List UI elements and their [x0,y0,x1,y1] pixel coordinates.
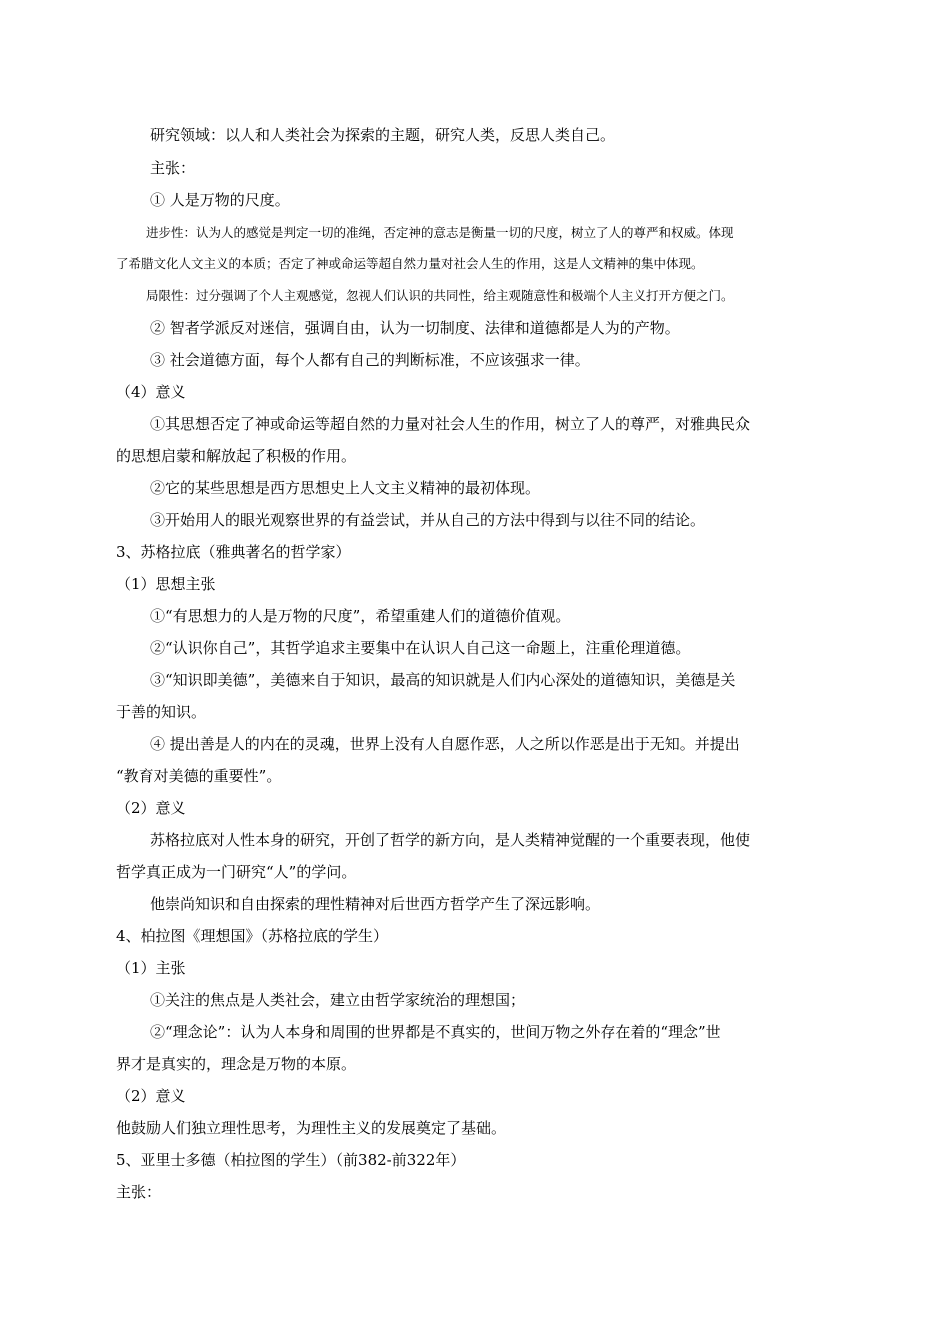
socrates-claim-3-line-2: 于善的知识。 [116,703,207,721]
socrates-claim-4-line-1: ④ 提出善是人的内在的灵魂，世界上没有人自愿作恶，人之所以作恶是出于无知。并提出 [150,735,740,753]
socrates-claim-4-line-2: “教育对美德的重要性”。 [116,767,282,785]
claim-3: ③ 社会道德方面，每个人都有自己的判断标准，不应该强求一律。 [150,351,590,369]
claims-heading: 主张： [150,159,196,177]
limitation-line: 局限性：过分强调了个人主观感觉，忽视人们认识的共同性，给主观随意性和极端个人主义打开方便之门。 [146,288,734,303]
progressiveness-line-2: 了希腊文化人文主义的本质；否定了神或命运等超自然力量对社会人生的作用，这是人文精神的集中体现。 [116,256,704,271]
claim-1: ① 人是万物的尺度。 [150,191,290,209]
research-field-line: 研究领域：以人和人类社会为探索的主题，研究人类，反思人类自己。 [150,126,616,144]
section-heading-significance: （4）意义 [116,383,186,401]
socrates-claim-3-line-1: ③“知识即美德”，美德来自于知识，最高的知识就是人们内心深处的道德知识，美德是关 [150,671,736,689]
aristotle-claims-heading: 主张： [116,1183,162,1201]
heading-aristotle: 5、亚里士多德（柏拉图的学生）（前382-前322年） [116,1151,466,1169]
heading-socrates: 3、苏格拉底（雅典著名的哲学家） [116,543,351,561]
significance-3: ③开始用人的眼光观察世界的有益尝试，并从自己的方法中得到与以往不同的结论。 [150,511,706,529]
plato-claims-heading: （1）主张 [116,959,186,977]
socrates-significance-line-2: 哲学真正成为一门研究“人”的学问。 [116,863,357,881]
significance-1-line-2: 的思想启蒙和解放起了积极的作用。 [116,447,357,465]
progressiveness-line-1: 进步性：认为人的感觉是判定一切的准绳，否定神的意志是衡量一切的尺度，树立了人的尊严和权威。体现 [146,225,734,240]
plato-claim-1: ①关注的焦点是人类社会，建立由哲学家统治的理想国； [150,991,526,1009]
socrates-claim-2: ②“认识你自己”，其哲学追求主要集中在认识人自己这一命题上，注重伦理道德。 [150,639,691,657]
claim-2: ② 智者学派反对迷信，强调自由，认为一切制度、法律和道德都是人为的产物。 [150,319,680,337]
plato-significance-heading: （2）意义 [116,1087,186,1105]
socrates-influence: 他崇尚知识和自由探索的理性精神对后世西方哲学产生了深远影响。 [150,895,601,913]
plato-significance: 他鼓励人们独立理性思考，为理性主义的发展奠定了基础。 [116,1119,507,1137]
socrates-significance-heading: （2）意义 [116,799,186,817]
significance-2: ②它的某些思想是西方思想史上人文主义精神的最初体现。 [150,479,541,497]
socrates-claim-1: ①“有思想力的人是万物的尺度”，希望重建人们的道德价值观。 [150,607,571,625]
heading-plato: 4、柏拉图《理想国》（苏格拉底的学生） [116,927,389,945]
socrates-thought-heading: （1）思想主张 [116,575,216,593]
significance-1-line-1: ①其思想否定了神或命运等超自然的力量对社会人生的作用，树立了人的尊严，对雅典民众 [150,415,751,433]
socrates-significance-line-1: 苏格拉底对人性本身的研究，开创了哲学的新方向，是人类精神觉醒的一个重要表现，他使 [150,831,751,849]
plato-claim-2-line-1: ②“理念论”：认为人本身和周围的世界都是不真实的，世间万物之外存在着的“理念”世 [150,1023,721,1041]
plato-claim-2-line-2: 界才是真实的，理念是万物的本原。 [116,1055,357,1073]
